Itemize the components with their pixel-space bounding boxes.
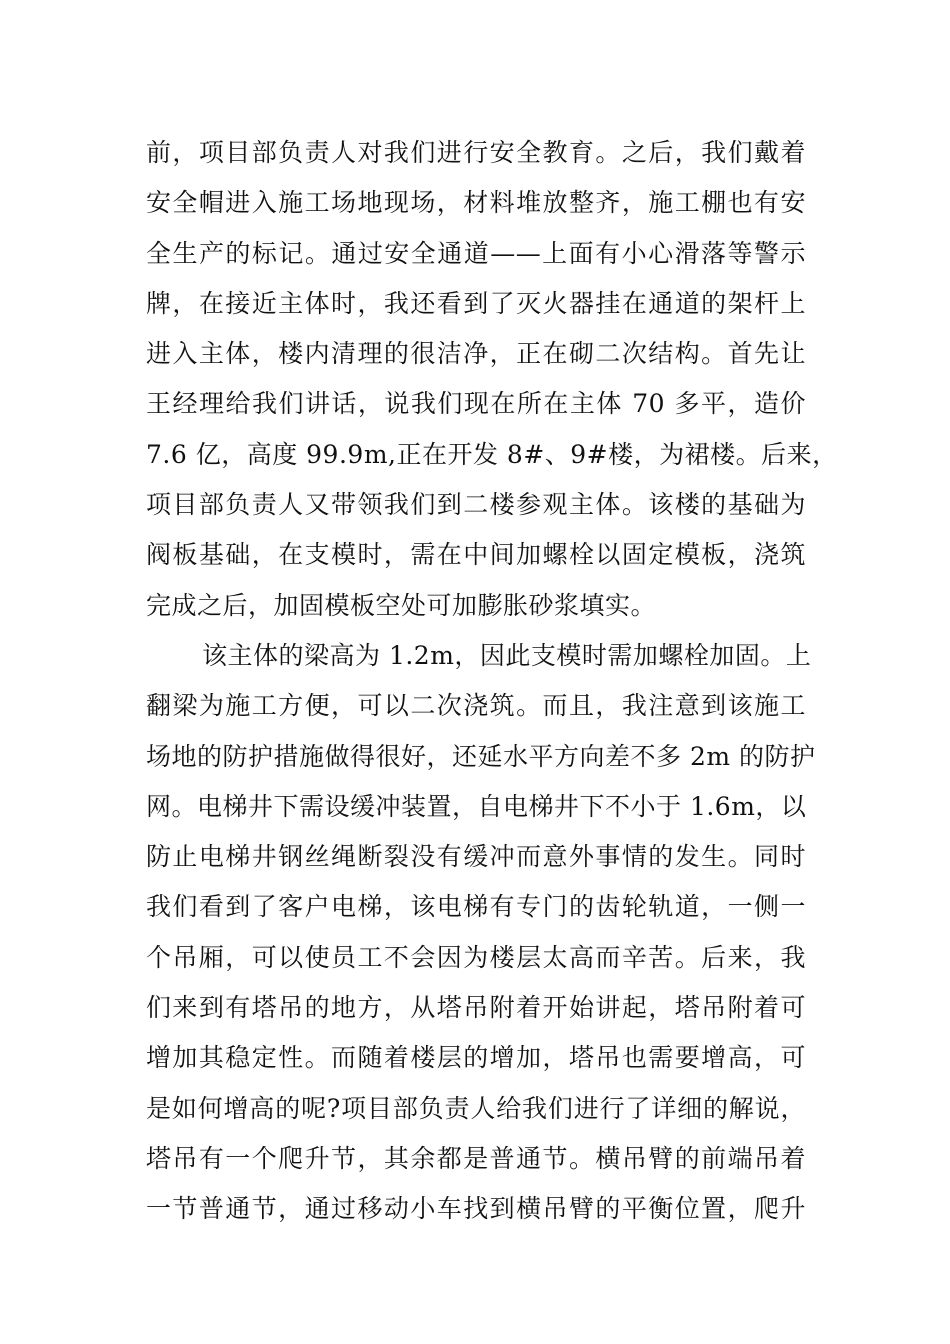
paragraph-2-line-12: 一节普通节，通过移动小车找到横吊臂的平衡位置，爬升: [146, 1194, 806, 1224]
body-text: [146, 128, 838, 1235]
paragraph-1-line-2: 安全帽进入施工场地现场，材料堆放整齐，施工棚也有安: [146, 188, 806, 218]
paragraph-1-line-7: 7.6 亿，高度 99.9m,正在开发 8#、9#楼，为裙楼。后来，: [146, 439, 838, 469]
paragraph-2-line-8: 们来到有塔吊的地方，从塔吊附着开始讲起，塔吊附着可: [146, 993, 806, 1023]
paragraph-2-line-10: 是如何增高的呢?项目部负责人给我们进行了详细的解说，: [146, 1093, 806, 1123]
paragraph-1-line-3: 全生产的标记。通过安全通道——上面有小心滑落等警示: [146, 238, 806, 268]
paragraph-2-line-2: 翻梁为施工方便，可以二次浇筑。而且，我注意到该施工: [146, 691, 806, 721]
paragraph-2-line-9: 增加其稳定性。而随着楼层的增加，塔吊也需要增高，可: [146, 1043, 806, 1073]
paragraph-1-line-8: 项目部负责人又带领我们到二楼参观主体。该楼的基础为: [146, 490, 806, 520]
paragraph-1-line-9: 阀板基础，在支模时，需在中间加螺栓以固定模板，浇筑: [146, 540, 806, 570]
paragraph-2-line-5: 防止电梯井钢丝绳断裂没有缓冲而意外事情的发生。同时: [146, 842, 806, 872]
paragraph-2-line-6: 我们看到了客户电梯，该电梯有专门的齿轮轨道，一侧一: [146, 892, 806, 922]
paragraph-1-line-5: 进入主体，楼内清理的很洁净，正在砌二次结构。首先让: [146, 339, 806, 369]
paragraph-2-line-3: 场地的防护措施做得很好，还延水平方向差不多 2m 的防护: [146, 741, 816, 771]
paragraph-2-line-11: 塔吊有一个爬升节，其余都是普通节。横吊臂的前端吊着: [146, 1143, 806, 1173]
paragraph-1-line-10: 完成之后，加固模板空处可加膨胀砂浆填实。: [146, 590, 657, 620]
paragraph-2-line-1: 该主体的梁高为 1.2m，因此支模时需加螺栓加固。上: [202, 640, 812, 670]
paragraph-2-line-4: 网。电梯井下需设缓冲装置，自电梯井下不小于 1.6m，以: [146, 791, 807, 821]
paragraph-1-line-4: 牌，在接近主体时，我还看到了灭火器挂在通道的架杆上: [146, 288, 806, 318]
paragraph-1-line-6: 王经理给我们讲话，说我们现在所在主体 70 多平，造价: [146, 389, 806, 419]
paragraph-2-line-7: 个吊厢，可以使员工不会因为楼层太高而辛苦。后来，我: [146, 942, 806, 972]
paragraph-1-line-1: 前，项目部负责人对我们进行安全教育。之后，我们戴着: [146, 138, 806, 167]
